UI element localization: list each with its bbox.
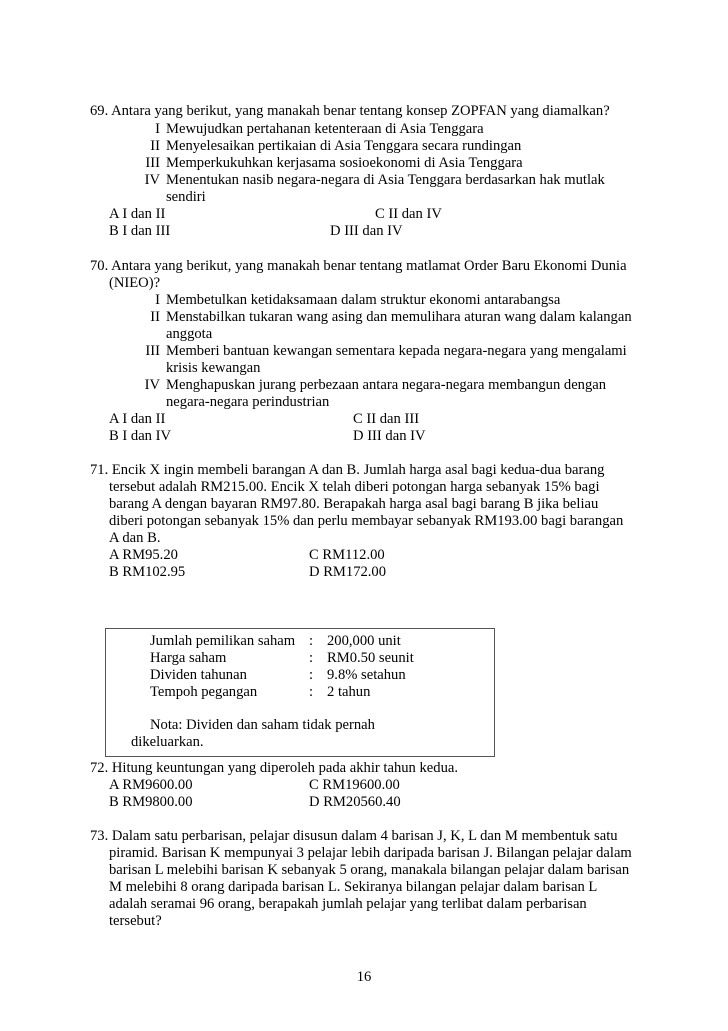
question-73-line-2: piramid. Barisan K mempunyai 3 pelajar lebih daripada barisan J. Bilangan pelajar dalam xyxy=(109,845,632,861)
q70-item-1-number: I xyxy=(155,292,160,308)
info-value-annual-dividend: 9.8% setahun xyxy=(327,667,406,683)
info-value-holding-period: 2 tahun xyxy=(327,684,371,700)
question-71-line-4: diberi potongan sebanyak 15% dan perlu membayar sebanyak RM193.00 bagi barangan xyxy=(109,513,624,529)
q71-option-c: C RM112.00 xyxy=(309,547,385,563)
question-71-line-1: 71. Encik X ingin membeli barangan A dan B. Jumlah harga asal bagi kedua-dua barang xyxy=(90,462,605,478)
q71-option-d: D RM172.00 xyxy=(309,564,387,580)
q69-option-b: B I dan III xyxy=(109,223,171,239)
q70-option-b: B I dan IV xyxy=(109,428,172,444)
q69-item-2-number: II xyxy=(150,138,160,154)
q70-item-4-text: Menghapuskan jurang perbezaan antara negara-negara membangun dengan xyxy=(166,377,607,393)
info-label-annual-dividend: Dividen tahunan xyxy=(150,667,247,683)
q72-option-b: B RM9800.00 xyxy=(109,794,193,810)
q70-item-2-continuation: anggota xyxy=(166,326,213,342)
question-72-stem: 72. Hitung keuntungan yang diperoleh pada akhir tahun kedua. xyxy=(90,760,458,776)
q72-option-a: A RM9600.00 xyxy=(109,777,193,793)
q71-option-b: B RM102.95 xyxy=(109,564,186,580)
q70-option-a: A I dan II xyxy=(109,411,166,427)
q70-option-d: D III dan IV xyxy=(353,428,426,444)
info-note-line-2: dikeluarkan. xyxy=(131,734,204,750)
info-colon: : xyxy=(309,650,314,666)
question-73-line-6: tersebut? xyxy=(109,913,162,929)
q69-option-d: D III dan IV xyxy=(330,223,403,239)
q69-item-3-number: III xyxy=(145,155,160,171)
question-73-line-5: adalah seramai 96 orang, berapakah jumlah pelajar yang terlibat dalam perbarisan xyxy=(109,896,587,912)
question-71-line-3: barang A dengan bayaran RM97.80. Berapakah harga asal bagi barang B jika beliau xyxy=(109,496,599,512)
page-number: 16 xyxy=(356,969,372,985)
q69-item-1-text: Mewujudkan pertahanan ketenteraan di Asia Tenggara xyxy=(166,121,484,137)
q70-item-4-continuation: negara-negara perindustrian xyxy=(166,394,330,410)
question-73-line-3: barisan L melebihi barisan K sebanyak 5 orang, manakala bilangan pelajar dalam barisan xyxy=(109,862,630,878)
q70-item-2-text: Menstabilkan tukaran wang asing dan memulihara aturan wang dalam kalangan xyxy=(166,309,632,325)
q70-item-1-text: Membetulkan ketidaksamaan dalam struktur ekonomi antarabangsa xyxy=(166,292,561,308)
q69-item-4-number: IV xyxy=(144,172,160,188)
q71-option-a: A RM95.20 xyxy=(109,547,178,563)
q69-item-1-number: I xyxy=(155,121,160,137)
info-label-share-price: Harga saham xyxy=(150,650,227,666)
question-73-line-4: M melebihi 8 orang daripada barisan L. Sekiranya bilangan pelajar dalam barisan L xyxy=(109,879,598,895)
info-label-holding-period: Tempoh pegangan xyxy=(150,684,258,700)
info-label-shares-owned: Jumlah pemilikan saham xyxy=(150,633,296,649)
q70-item-3-text: Memberi bantuan kewangan sementara kepada negara-negara yang mengalami xyxy=(166,343,627,359)
info-value-share-price: RM0.50 seunit xyxy=(327,650,414,666)
q70-option-c: C II dan III xyxy=(353,411,420,427)
q69-option-c: C II dan IV xyxy=(375,206,442,222)
question-71-line-2: tersebut adalah RM215.00. Encik X telah diberi potongan harga sebanyak 15% bagi xyxy=(109,479,600,495)
q72-option-c: C RM19600.00 xyxy=(309,777,400,793)
info-value-shares-owned: 200,000 unit xyxy=(327,633,401,649)
q69-item-2-text: Menyelesaikan pertikaian di Asia Tenggara secara rundingan xyxy=(166,138,522,154)
q70-item-3-continuation: krisis kewangan xyxy=(166,360,261,376)
info-colon: : xyxy=(309,667,314,683)
info-note-line-1: Nota: Dividen dan saham tidak pernah xyxy=(150,717,375,733)
question-71-line-5: A dan B. xyxy=(109,530,161,546)
question-70-stem-line-1: 70. Antara yang berikut, yang manakah benar tentang matlamat Order Baru Ekonomi Dunia xyxy=(90,258,627,274)
info-colon: : xyxy=(309,684,314,700)
question-69-stem: 69. Antara yang berikut, yang manakah benar tentang konsep ZOPFAN yang diamalkan? xyxy=(90,103,610,119)
info-colon: : xyxy=(309,633,314,649)
q70-item-3-number: III xyxy=(145,343,160,359)
question-70-stem-line-2: (NIEO)? xyxy=(109,275,161,291)
q69-option-a: A I dan II xyxy=(109,206,166,222)
q69-item-4-text: Menentukan nasib negara-negara di Asia Tenggara berdasarkan hak mutlak xyxy=(166,172,605,188)
question-73-line-1: 73. Dalam satu perbarisan, pelajar disusun dalam 4 barisan J, K, L dan M membentuk satu xyxy=(90,828,618,844)
q70-item-2-number: II xyxy=(150,309,160,325)
q69-item-4-continuation: sendiri xyxy=(166,189,206,205)
q70-item-4-number: IV xyxy=(144,377,160,393)
q69-item-3-text: Memperkukuhkan kerjasama sosioekonomi di Asia Tenggara xyxy=(166,155,523,171)
q72-option-d: D RM20560.40 xyxy=(309,794,401,810)
